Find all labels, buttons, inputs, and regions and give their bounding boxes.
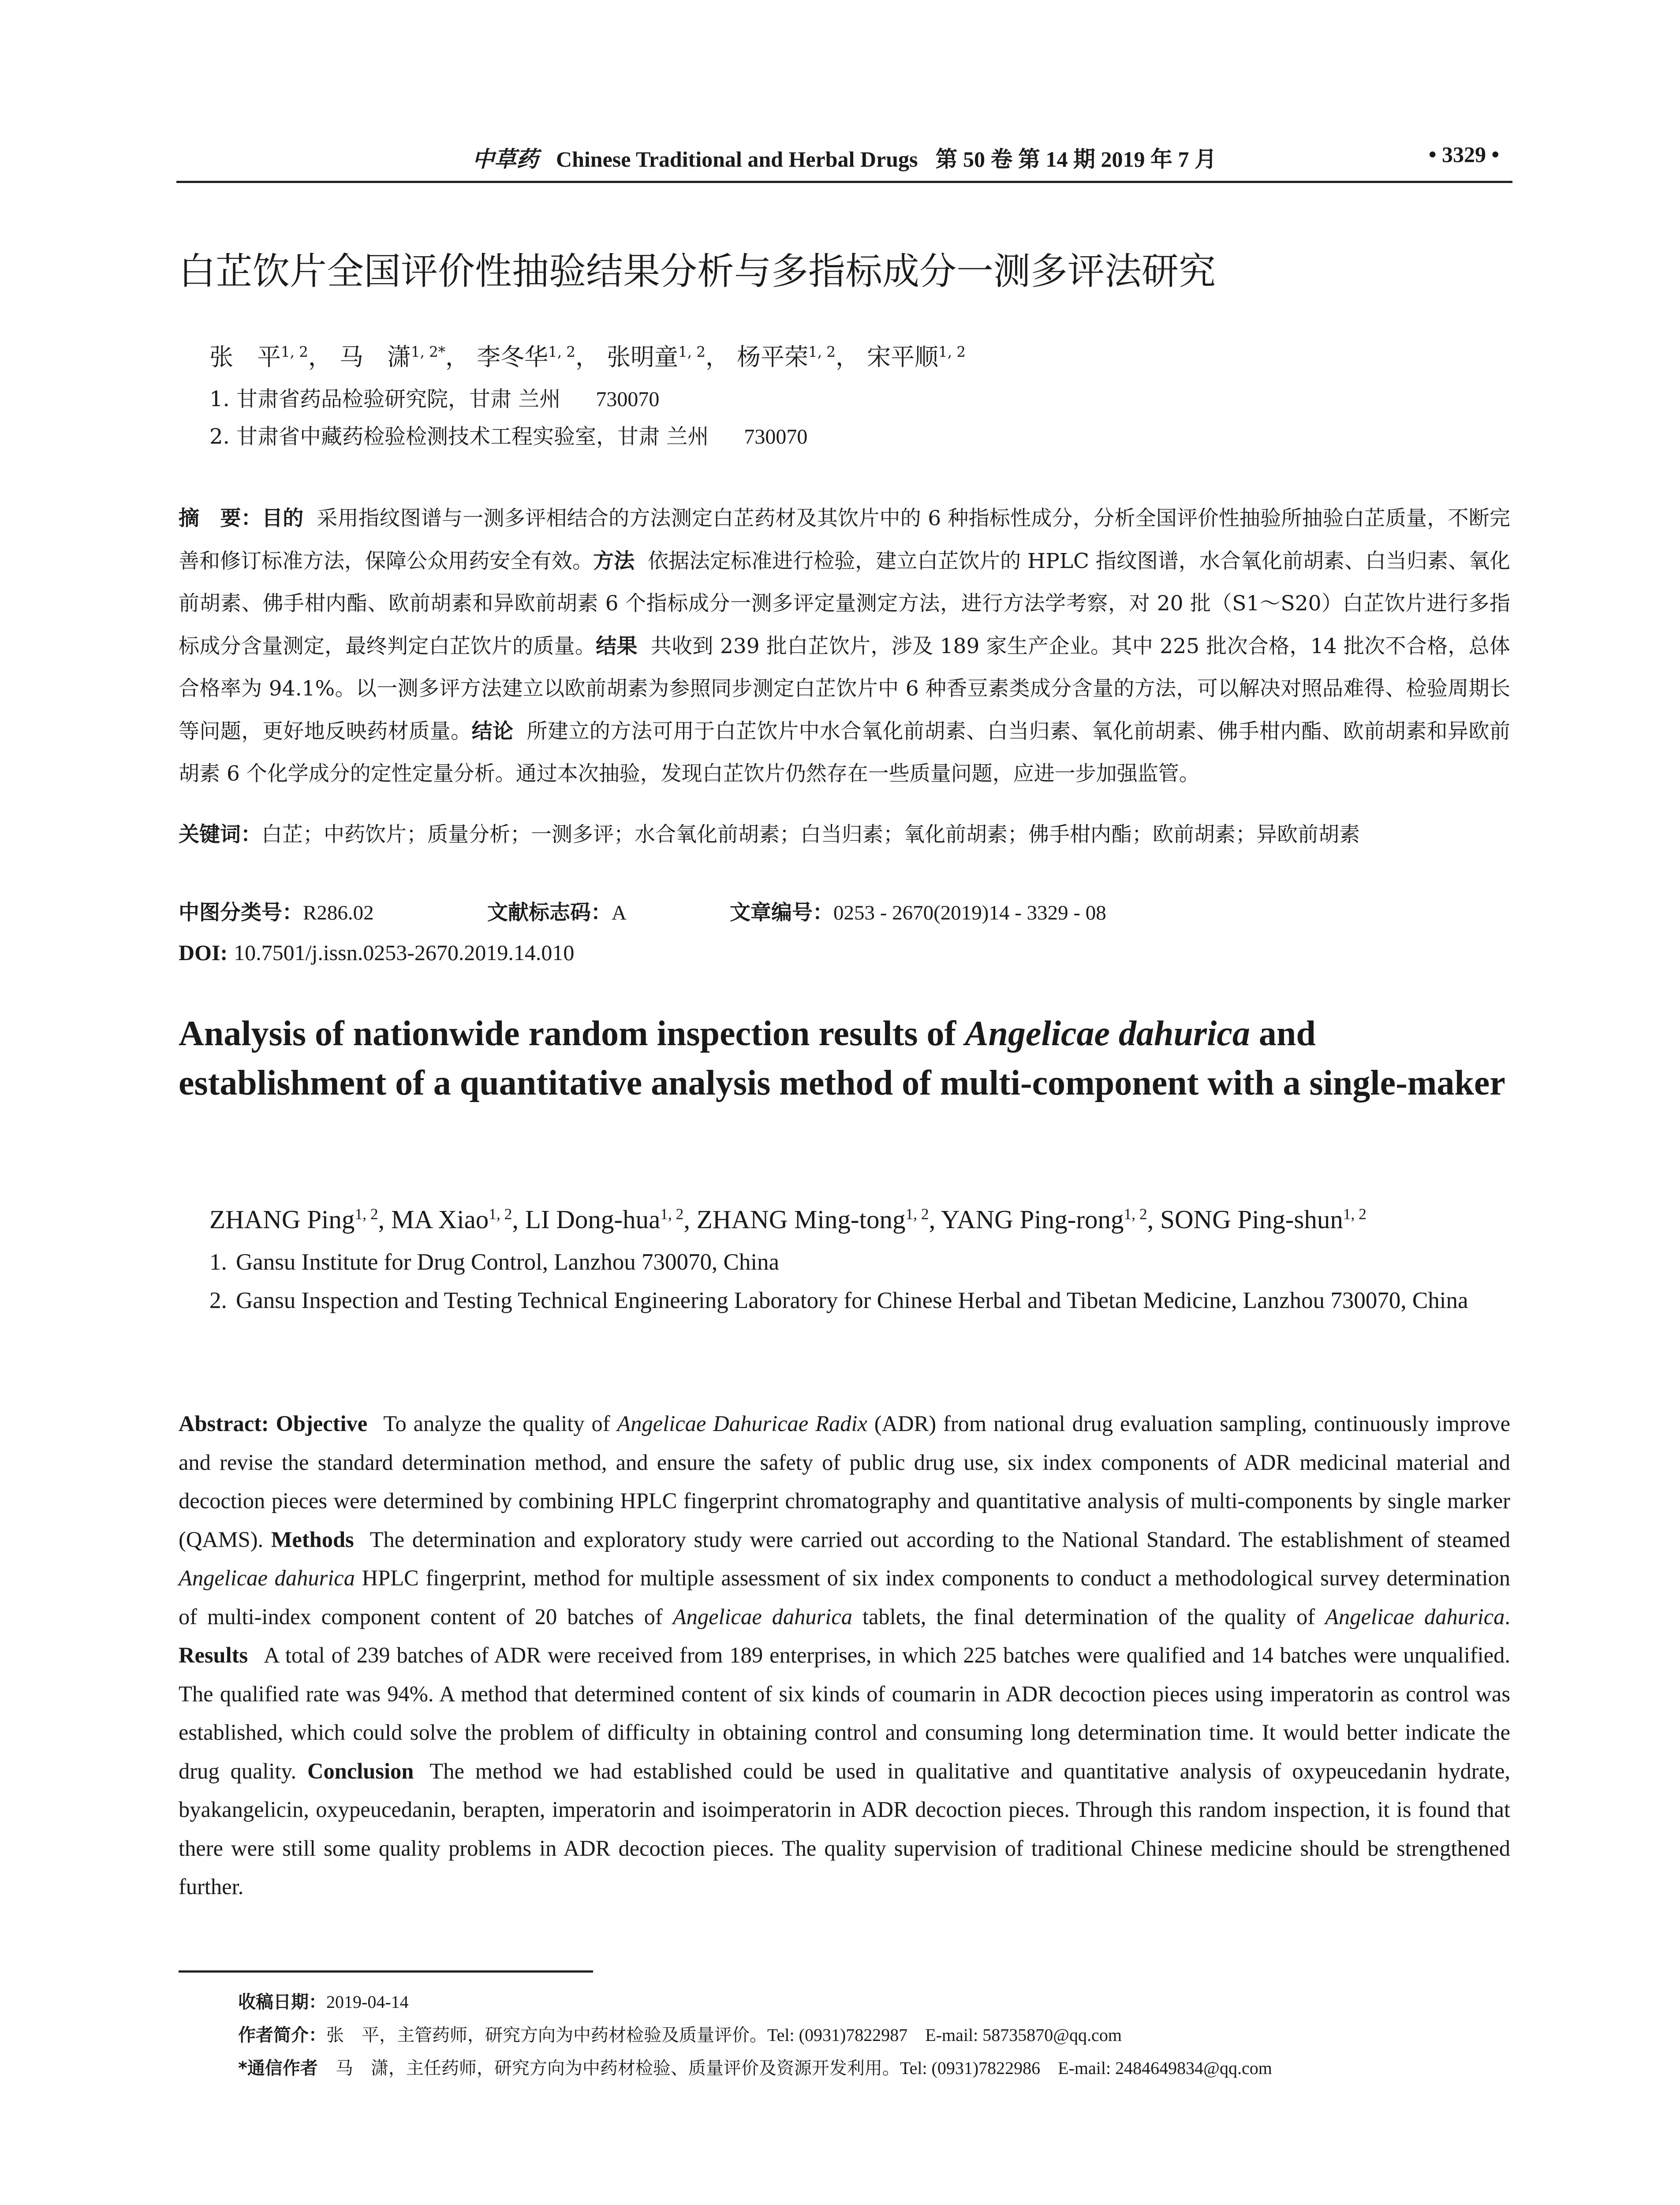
en-abstract-label: Abstract:: [179, 1411, 269, 1436]
cn-methods: 依据法定标准进行检验，建立白芷饮片的 HPLC 指纹图谱，水合氧化前胡素、白当归素、氧化前胡素、佛手柑内酯、欧前胡素和异欧前胡素 6 个指标成分一测多评定量测定方法，进行方法学考察，对 20 批（S1～S20）白芷饮片进行多指标成分含量测定，最终判定白芷饮片的质量。: [179, 549, 1510, 658]
en-author-list: [209, 1200, 1532, 1239]
en-article-title: Analysis of nationwide random inspection results of Angelicae dahurica and establishment of a quantitative analysis method of multi-component with a single-maker: [179, 1014, 1505, 1102]
en-methods-label: Methods: [271, 1527, 354, 1552]
en-results: A total of 239 batches of ADR were received from 189 enterprises, in which 225 batches were qualified and 14 batches were unqualified. The qualified rate was 94%. A method that determined content of six kinds of coumarin in ADR decoction pieces using imperatorin as control was established, which could solve the problem of difficulty in obtaining control and consuming long determination time. It would better indicate the drug quality.: [179, 1643, 1510, 1783]
doi-label: DOI:: [179, 940, 228, 965]
en-author: YANG Ping-rong$^{1, 2}$,: [941, 1205, 1161, 1234]
en-author: ZHANG Ming-tong$^{1, 2}$,: [696, 1205, 941, 1234]
cn-article-title: 白芷饮片全国评价性抽验结果分析与多指标成分一测多评法研究: [179, 250, 1216, 293]
en-author: SONG Ping-shun$^{1, 2}$: [1160, 1205, 1366, 1234]
cn-objective-label: 目的: [262, 506, 304, 531]
en-author: LI Dong-hua$^{1, 2}$,: [525, 1205, 697, 1234]
doi: [179, 935, 574, 970]
cn-author: 杨平荣$^{1, 2}$，: [737, 343, 859, 371]
en-author: ZHANG Ping$^{1, 2}$,: [209, 1205, 392, 1234]
cn-author: 马 潇$^{1, 2*}$，: [339, 343, 469, 371]
cn-keywords-text: 白芷；中药饮片；质量分析；一测多评；水合氧化前胡素；白当归素；氧化前胡素；佛手柑内酯；欧前胡素；异欧前胡素: [261, 822, 1360, 847]
cn-results: 共收到 239 批白芷饮片，涉及 189 家生产企业。其中 225 批次合格，14 批次不合格，总体合格率为 94.1%。以一测多评方法建立以欧前胡素为参照同步测定白芷饮片中 6 种香豆素类成分含量的方法，可以解决对照品难得、检验周期长等问题，更好地反映药材质量。: [179, 634, 1511, 744]
en-affiliation-1: 1. Gansu Institute for Drug Control, Lanzhou 730070, China: [209, 1249, 780, 1275]
cn-conclusion: 所建立的方法可用于白芷饮片中水合氧化前胡素、白当归素、氧化前胡素、佛手柑内酯、欧前胡素和异欧前胡素 6 个化学成分的定性定量分析。通过本次抽验，发现白芷饮片仍然存在一些质量问题，应进一步加强监管。: [179, 719, 1511, 786]
journal-name: Chinese Traditional and Herbal Drugs: [556, 147, 918, 172]
en-author: MA Xiao$^{1, 2}$,: [391, 1205, 525, 1234]
cn-abstract-label: 摘 要：: [179, 506, 262, 531]
cn-classification: [179, 895, 1510, 931]
cn-author-list: [209, 340, 1510, 375]
journal-logo: 中草药: [472, 146, 538, 172]
issue-info: 第 50 卷 第 14 期 2019 年 7 月: [935, 147, 1217, 172]
cn-keywords: [179, 814, 1510, 856]
cn-results-label: 结果: [596, 634, 638, 658]
cn-objective: 采用指纹图谱与一测多评相结合的方法测定白芷药材及其饮片中的 6 种指标性成分，分析全国评价性抽验所抽验白芷质量，不断完善和修订标准方法，保障公众用药安全有效。: [179, 506, 1511, 573]
cn-author: 宋平顺$^{1, 2}$: [867, 343, 966, 371]
running-header: [176, 139, 1512, 183]
en-results-label: Results: [179, 1643, 248, 1667]
cn-author: 张明童$^{1, 2}$，: [607, 343, 729, 371]
running-header-title: [176, 142, 1512, 173]
cn-methods-label: 方法: [593, 549, 635, 573]
page-number: • 3329 •: [1428, 142, 1499, 167]
en-abstract: Abstract: Objective To analyze the quality of Angelicae Dahuricae Radix (ADR) from national drug evaluation sampling, continuously improve and revise the standard determination method, and ensure the safety of public drug use, six index components of ADR medicinal material and decoction pieces were determined by combining HPLC fingerprint chromatography and quantitative analysis of multi-components by single marker (QAMS). Methods The determination and exploratory study were carried out according to the National Standard. The establishment of steamed Angelicae dahurica HPLC fingerprint, method for multiple assessment of six index components to conduct a methodological survey determination of multi-index component content of 20 batches of Angelicae dahurica tablets, the final determination of the quality of Angelicae dahurica. Results A total of 239 batches of ADR were received from 189 enterprises, in which 225 batches were qualified and 14 batches were unqualified. The qualified rate was 94%. A method that determined content of six kinds of coumarin in ADR decoction pieces using imperatorin as control was established, which could solve the problem of difficulty in obtaining control and consuming long determination time. It would better indicate the drug quality. Conclusion The method we had established could be used in qualitative and quantitative analysis of oxypeucedanin hydrate, byakangelicin, oxypeucedanin, berapten, imperatorin and isoimperatorin in ADR decoction pieces. Through this random inspection, it is found that there were still some quality problems in ADR decoction pieces. The quality supervision of traditional Chinese medicine should be strengthened further.: [179, 1411, 1511, 1899]
cn-affiliation-2: 2. 甘肃省中藏药检验检测技术工程实验室，甘肃 兰州 730070: [209, 424, 808, 449]
document-code: 文献标志码：A: [487, 901, 627, 925]
footnote-author: 作者简介：张 平，主管药师，研究方向为中药材检验及质量评价。Tel: (0931)7822987 E-mail: 58735870@qq.com: [238, 2025, 1122, 2045]
footnote-rule: [179, 1970, 593, 1973]
footnote-corresponding: *通信作者 马 潇，主任药师，研究方向为中药材检验、质量评价及资源开发利用。Tel: (0931)7822986 E-mail: 2484649834@qq.com: [238, 2058, 1272, 2078]
en-conclusion-label: Conclusion: [307, 1758, 414, 1783]
en-objective-label: Objective: [276, 1411, 368, 1436]
cn-affiliation-1: 1. 甘肃省药品检验研究院，甘肃 兰州 730070: [209, 387, 660, 411]
article-number: 文章编号：0253 - 2670(2019)14 - 3329 - 08: [730, 901, 1106, 925]
cn-keywords-label: 关键词：: [179, 822, 261, 847]
en-conclusion: The method we had established could be used in qualitative and quantitative analysis of oxypeucedanin hydrate, byakangelicin, oxypeucedanin, berapten, imperatorin and isoimperatorin in ADR decoction pieces. Through this random inspection, it is found that there were still some quality problems in ADR decoction pieces. The quality supervision of traditional Chinese medicine should be strengthened further.: [179, 1758, 1510, 1899]
clc-number: 中图分类号：R286.02: [179, 901, 374, 925]
en-affiliation-2: 2. Gansu Inspection and Testing Technical Engineering Laboratory for Chinese Herbal and Tibetan Medicine, Lanzhou 730070, China: [209, 1288, 1468, 1313]
cn-conclusion-label: 结论: [471, 719, 514, 744]
cn-author: 李冬华$^{1, 2}$，: [477, 343, 599, 371]
doi-value: 10.7501/j.issn.0253-2670.2019.14.010: [234, 940, 575, 965]
footnote-received: 收稿日期：2019-04-14: [238, 1992, 409, 2012]
cn-author: 张 平$^{1, 2}$，: [209, 343, 332, 371]
cn-abstract: [179, 497, 1510, 796]
